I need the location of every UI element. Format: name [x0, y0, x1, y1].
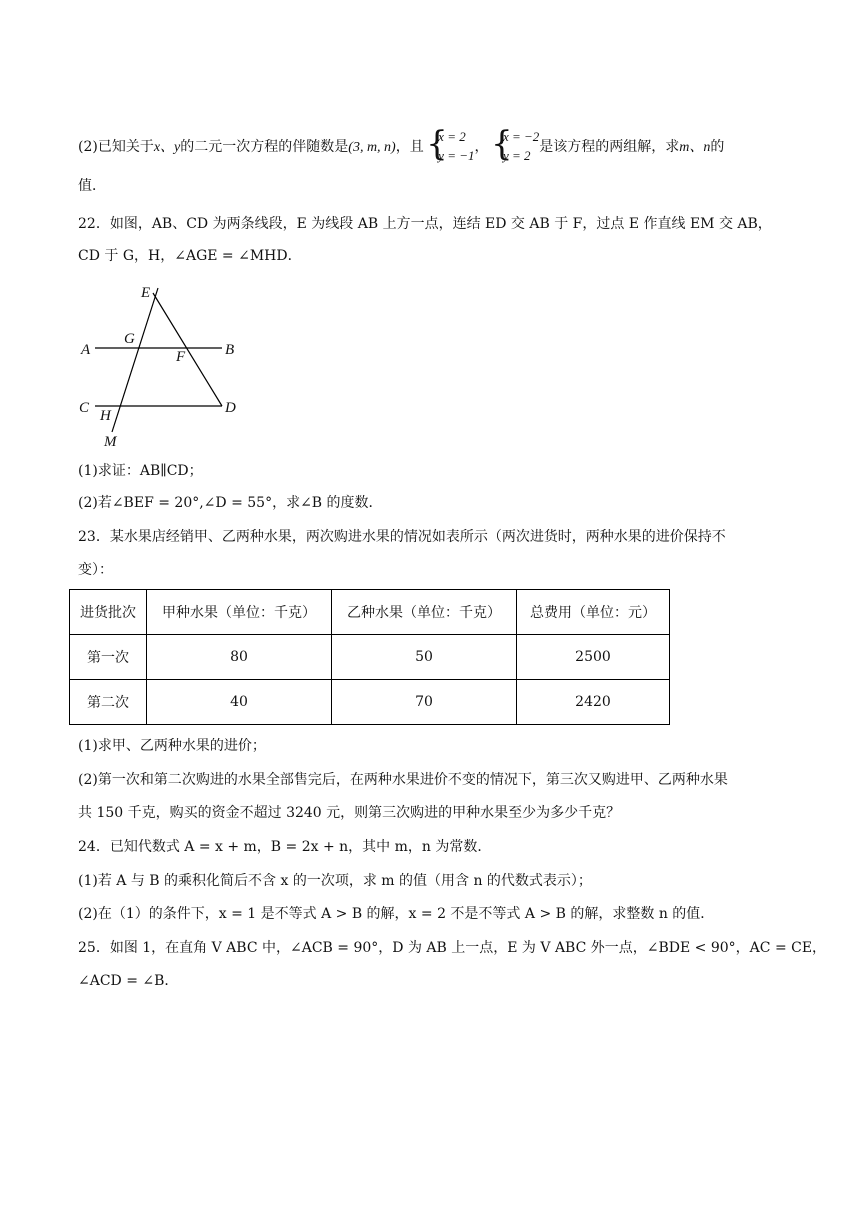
table-cell: 第二次 [70, 680, 147, 725]
text: (2)已知关于 [78, 139, 154, 155]
q23-line2: 变）： [78, 562, 113, 578]
sys-row: y = 2 [502, 148, 531, 163]
text: 的 [710, 139, 725, 155]
label-C: C [79, 400, 90, 416]
q22-part2: (2)若∠BEF = 20°,∠D = 55°，求∠B 的度数． [78, 495, 383, 511]
header-cell: 乙种水果（单位：千克） [332, 590, 517, 635]
table-row [70, 680, 670, 725]
table-cell: 2420 [517, 680, 670, 725]
label-F: F [176, 349, 186, 365]
triple: (3, m, n) [348, 140, 396, 155]
q24-part2: (2)在（1）的条件下，x = 1 是不等式 A > B 的解，x = 2 不是不等式 A > B 的解，求整数 n 的值． [78, 906, 715, 922]
q23-part2a: (2)第一次和第二次购进的水果全部售完后，在两种水果进价不变的情况下，第三次又购进甲、乙两种水果 [78, 772, 728, 788]
label-H: H [100, 408, 111, 424]
header-cell: 进货批次 [70, 590, 147, 635]
text: ，且 [395, 139, 424, 155]
label-E: E [141, 285, 151, 301]
segment-ED [153, 293, 222, 406]
text: ， [474, 139, 489, 155]
text: 是该方程的两组解，求 [539, 139, 680, 155]
label-G: G [124, 331, 135, 347]
header-cell: 甲种水果（单位：千克） [147, 590, 332, 635]
q24-line1: 24．已知代数式 A = x + m，B = 2x + n，其中 m，n 为常数． [78, 839, 492, 855]
q23-line1: 23．某水果店经销甲、乙两种水果，两次购进水果的情况如表所示（两次进货时，两种水果的进价保持不 [78, 529, 726, 545]
vars: x、y [153, 140, 181, 155]
sys-row: x = −2 [502, 129, 540, 144]
table-row [70, 635, 670, 680]
q23-part2b: 共 150 千克，购买的资金不超过 3240 元，则第三次购进的甲种水果至少为多少千克？ [78, 805, 621, 821]
q22-line2: CD 于 G，H，∠AGE = ∠MHD． [78, 248, 302, 264]
table-cell: 50 [332, 635, 517, 680]
q25-line1: 25．如图 1，在直角 V ABC 中，∠ACB = 90°，D 为 AB 上一点，E 为 V ABC 外一点，∠BDE < 90°，AC = CE， [78, 940, 827, 956]
header-cell: 总费用（单位：元） [517, 590, 670, 635]
purchase-table [69, 589, 670, 725]
q25-line2: ∠ACD = ∠B． [78, 973, 179, 989]
table-cell: 2500 [517, 635, 670, 680]
sys-row: y = −1 [438, 148, 475, 163]
q22-line1: 22．如图，AB、CD 为两条线段，E 为线段 AB 上方一点，连结 ED 交 AB 于 F，过点 E 作直线 EM 交 AB， [78, 216, 772, 232]
q24-part1: (1)若 A 与 B 的乘积化简后不含 x 的一次项，求 m 的值（用含 n 的代数式表示）； [78, 873, 592, 889]
label-D: D [225, 400, 236, 416]
sys-row: x = 2 [438, 129, 466, 144]
label-M: M [104, 434, 117, 450]
text: 的二元一次方程的伴随数是 [180, 139, 349, 155]
table-cell: 80 [147, 635, 332, 680]
q23-part1: (1)求甲、乙两种水果的进价； [78, 738, 266, 754]
vars: m、n [679, 140, 711, 155]
q21-part2-end: 值． [78, 178, 106, 194]
table-cell: 40 [147, 680, 332, 725]
table-cell: 70 [332, 680, 517, 725]
label-A: A [81, 342, 91, 358]
table-cell: 第一次 [70, 635, 147, 680]
q22-part1: (1)求证：AB∥CD； [78, 463, 203, 479]
table-header-row [70, 590, 670, 635]
label-B: B [225, 342, 235, 358]
line-EM [112, 288, 158, 432]
